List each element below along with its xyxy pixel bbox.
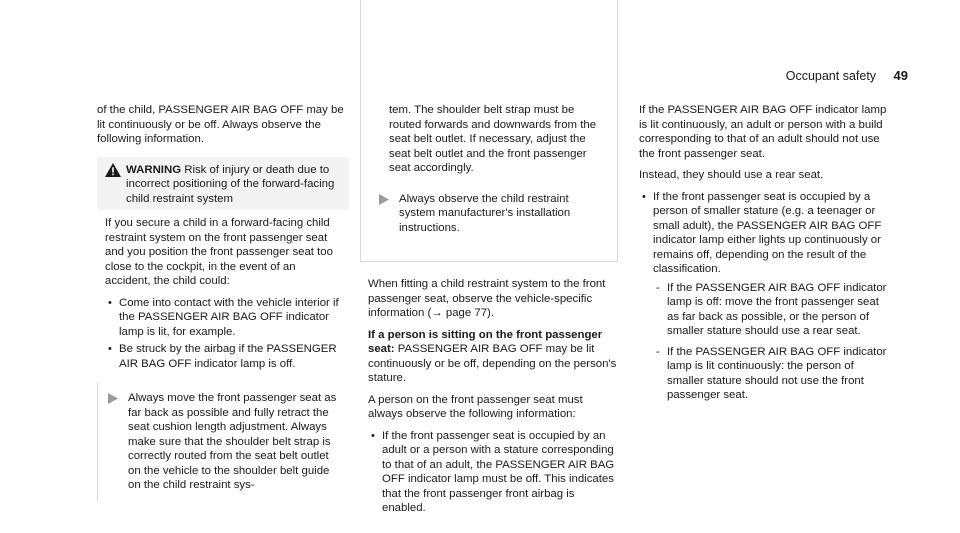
- column-1: [97, 103, 347, 507]
- warning-title: Risk of injury or death due to incorrect positioning of the forward-facing child restraint system: [126, 163, 335, 205]
- smaller-stature-bullets: [639, 190, 889, 403]
- section-title: Occupant safety: [785, 69, 877, 83]
- tip-block: [369, 184, 605, 244]
- tip-text: Always move the front passenger seat as far back as possible and fully retract the seat cushion length adjustment. Always make sure that the shoulder belt strap is correctly routed from the seat belt outlet on the vehicle to the shoulder belt guide on the child restraint sys-: [128, 392, 337, 491]
- list-item: • Be struck by the airbag if the PASSENGER AIR BAG OFF indicator lamp is off.: [105, 342, 343, 371]
- warning-continuation-box: [360, 0, 618, 262]
- observe-paragraph: A person on the front passenger seat must always observe the following information:: [368, 393, 583, 420]
- tip-text: Always observe the child restraint system manufacturer's installation instructions.: [399, 192, 571, 234]
- dash-list: [653, 281, 889, 403]
- tip-continuation: tem. The shoulder belt strap must be routed forwards and downwards from the seat belt outlet. If necessary, adjust the seat belt outlet and the front passenger seat accordingly.: [389, 104, 597, 174]
- column-2: [368, 103, 618, 522]
- tip-block: [97, 383, 349, 501]
- column-3: [639, 103, 889, 409]
- warning-body: [97, 210, 349, 383]
- rear-seat-paragraph: Instead, they should use a rear seat.: [639, 169, 824, 181]
- warning-box: [97, 157, 349, 501]
- intro-paragraph: of the child, PASSENGER AIR BAG OFF may be lit continuously or be off. Always observe the following information.: [97, 104, 344, 145]
- list-item: - If the PASSENGER AIR BAG OFF indicator lamp is lit continuously: the person of smaller stature should not use the front passenger seat.: [653, 345, 889, 403]
- play-arrow-icon: [379, 194, 389, 205]
- list-item: • If the front passenger seat is occupied by an adult or a person with a stature corresponding to that of an adult, the PASSENGER AIR BAG OFF indicator lamp must be off. This indicates that the front passenger front airbag is enabled.: [368, 429, 618, 516]
- warning-text: If you secure a child in a forward-facing child restraint system on the front passenger seat and you position the front passenger seat too close to the cockpit, in the event of an accident, the child could:: [105, 217, 333, 287]
- person-paragraph: If a person is sitting on the front passenger seat: PASSENGER AIR BAG OFF may be lit continuously or be off, depending on the person's stature.: [368, 328, 617, 384]
- list-item: - If the PASSENGER AIR BAG OFF indicator lamp is off: move the front passenger seat as far back as possible, or the person of smaller stature should use a rear seat.: [653, 281, 889, 339]
- adult-bullets: [368, 429, 618, 516]
- list-item: • If the front passenger seat is occupied by a person of smaller stature (e.g. a teenager or small adult), the PASSENGER AIR BAG OFF indicator lamp either lights up continuously or remains off, depending on the result of the classification. - If the PASSENGER AIR BAG OFF indicator lamp is off: move the front passenger seat as far back as possible, or the person of smaller stature should use a rear seat. - If the PASSENGER AIR BAG OFF indicator lamp is lit continuously: the person of smaller stature should not use the front passenger seat.: [639, 190, 889, 403]
- page-header: [786, 69, 908, 84]
- warning-triangle-icon: [105, 163, 121, 177]
- fitting-paragraph: When fitting a child restraint system to the front passenger seat, observe the vehicle-specific information (→ page 77).: [368, 278, 606, 319]
- person-heading: If a person is sitting on the front passenger seat:: [368, 328, 603, 355]
- warning-header: [97, 157, 349, 211]
- lit-paragraph: If the PASSENGER AIR BAG OFF indicator lamp is lit continuously, an adult or person with a build corresponding to that of an adult should not use the front passenger seat.: [639, 104, 887, 160]
- warning-bullets: [105, 296, 343, 372]
- warning-label: WARNING: [126, 163, 182, 176]
- play-arrow-icon: [108, 393, 118, 404]
- list-item: • Come into contact with the vehicle interior if the PASSENGER AIR BAG OFF indicator lamp is lit, for example.: [105, 296, 343, 340]
- page-number: 49: [893, 68, 908, 83]
